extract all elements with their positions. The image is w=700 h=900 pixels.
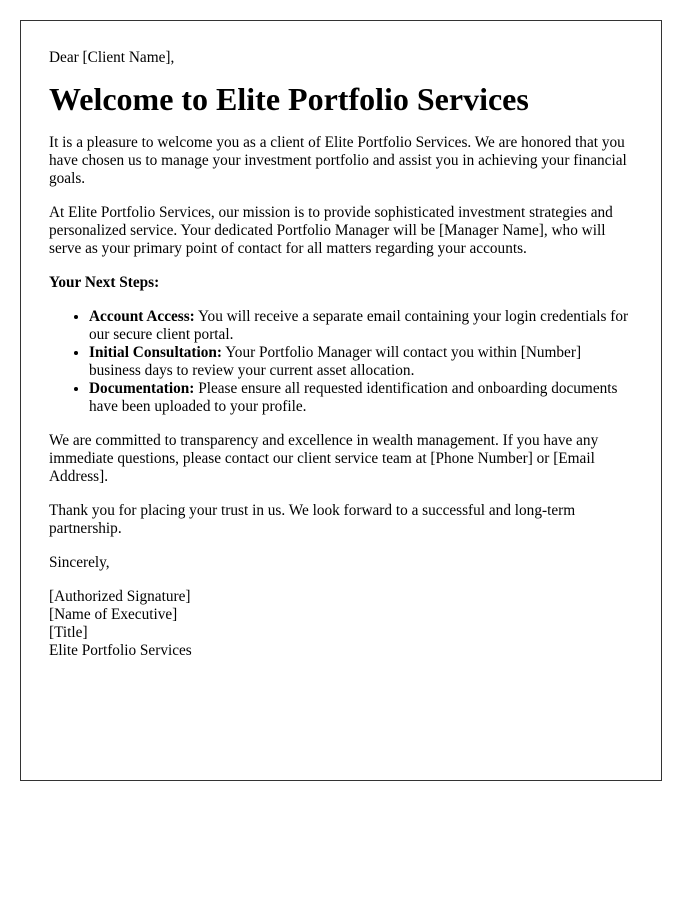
commitment-paragraph: We are committed to transparency and excellence in wealth management. If you have any immediate questions, please contact our client service team at [Phone Number] or [Email Address]. bbox=[49, 432, 599, 485]
salutation: Dear [Client Name], bbox=[49, 49, 175, 66]
next-steps-heading: Your Next Steps: bbox=[49, 274, 160, 291]
letter-title: Welcome to Elite Portfolio Services bbox=[49, 81, 529, 117]
mission-paragraph: At Elite Portfolio Services, our mission is to provide sophisticated investment strategies and personalized service. Your dedicated Portfolio Manager will be [Manager Name], who will serve as your primary point of contact for all matters regarding your accounts. bbox=[49, 204, 613, 257]
step-label: Documentation: bbox=[89, 380, 195, 397]
next-steps-list bbox=[49, 308, 633, 416]
list-item-initial-consultation bbox=[89, 344, 633, 380]
closing: Sincerely, bbox=[49, 554, 110, 571]
list-item-account-access bbox=[89, 308, 633, 344]
step-text: You will receive a separate email containing your login credentials for our secure client portal. bbox=[89, 308, 629, 343]
executive-name: [Name of Executive] bbox=[49, 606, 178, 623]
executive-title: [Title] bbox=[49, 624, 88, 641]
signature-block bbox=[49, 588, 633, 660]
company-name: Elite Portfolio Services bbox=[49, 642, 192, 659]
thanks-paragraph: Thank you for placing your trust in us. We look forward to a successful and long-term partnership. bbox=[49, 502, 576, 537]
list-item-documentation bbox=[89, 380, 633, 416]
intro-paragraph: It is a pleasure to welcome you as a client of Elite Portfolio Services. We are honored that you have chosen us to manage your investment portfolio and assist you in achieving your financial goals. bbox=[49, 134, 627, 187]
step-text: Please ensure all requested identification and onboarding documents have been uploaded to your profile. bbox=[89, 380, 618, 415]
step-text: Your Portfolio Manager will contact you within [Number] business days to review your current asset allocation. bbox=[89, 344, 582, 379]
step-label: Initial Consultation: bbox=[89, 344, 223, 361]
step-label: Account Access: bbox=[89, 308, 195, 325]
welcome-letter bbox=[20, 20, 662, 781]
authorized-signature: [Authorized Signature] bbox=[49, 588, 191, 605]
